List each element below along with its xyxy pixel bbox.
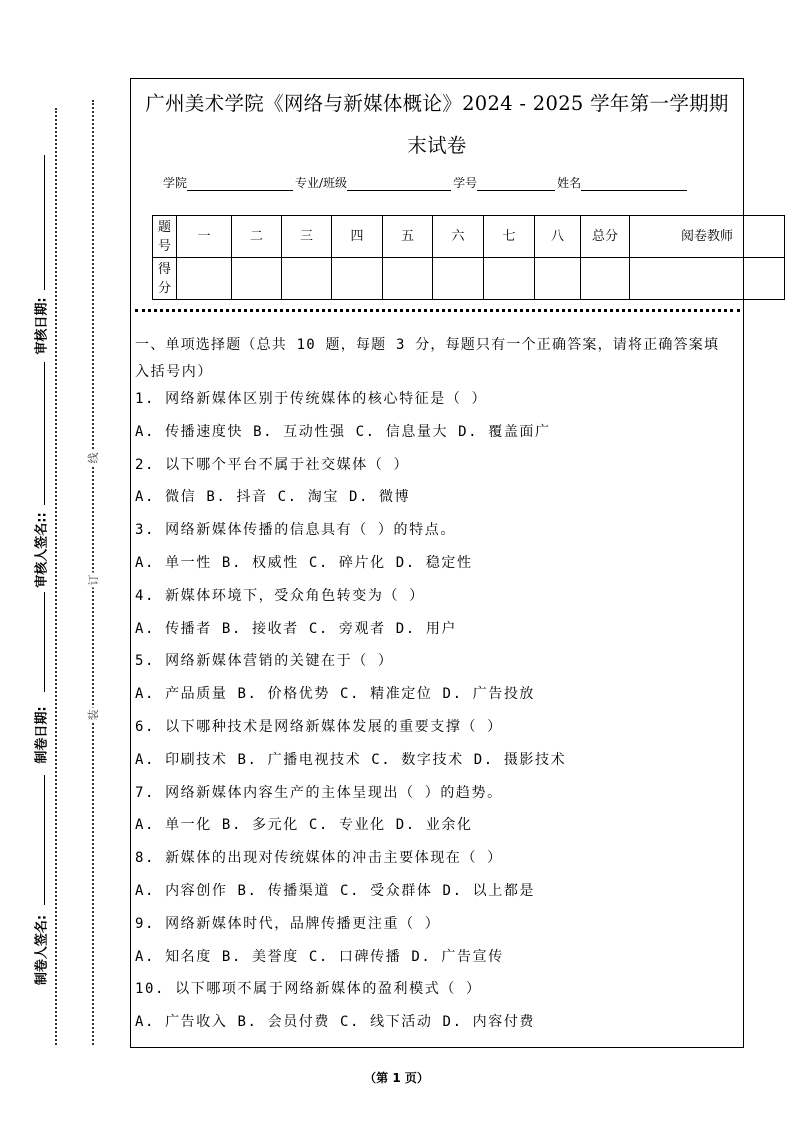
col-header: 四 — [332, 216, 383, 258]
score-table — [152, 215, 785, 300]
binding-mark-zhuang: 装 — [87, 709, 100, 721]
review-date-underline — [44, 155, 45, 290]
col-header: 二 — [232, 216, 282, 258]
score-table-score-row — [153, 258, 785, 300]
make-date-label: 制卷日期: — [34, 706, 50, 764]
score-cell[interactable] — [484, 258, 535, 300]
dotted-separator — [135, 309, 740, 312]
exam-title-line2: 末试卷 — [407, 134, 467, 157]
question-3-options: A. 单一性 B. 权威性 C. 碎片化 D. 稳定性 — [135, 555, 473, 571]
col-header: 五 — [383, 216, 433, 258]
question-10: 10. 以下哪项不属于网络新媒体的盈利模式（ ） — [135, 981, 482, 998]
major-label: 专业/班级 — [295, 176, 348, 190]
row-header-score: 得分 — [153, 258, 177, 300]
score-cell[interactable] — [383, 258, 433, 300]
maker-sign-underline — [44, 775, 45, 905]
score-cell[interactable] — [433, 258, 484, 300]
question-3: 3. 网络新媒体传播的信息具有（ ）的特点。 — [135, 522, 456, 539]
col-header: 六 — [433, 216, 484, 258]
question-6: 6. 以下哪种技术是网络新媒体发展的重要支撑（ ） — [135, 719, 503, 735]
score-table-header-row — [153, 216, 785, 258]
score-cell[interactable] — [177, 258, 232, 300]
score-cell[interactable] — [282, 258, 332, 300]
question-7: 7. 网络新媒体内容生产的主体呈现出（ ）的趋势。 — [135, 784, 503, 801]
binding-mark-ding: 订 — [87, 574, 100, 586]
college-field[interactable] — [187, 177, 293, 191]
exam-title-line1: 广州美术学院《网络与新媒体概论》2024 - 2025 学年第一学期期 — [145, 92, 729, 115]
col-header: 八 — [535, 216, 581, 258]
question-4-options: A. 传播者 B. 接收者 C. 旁观者 D. 用户 — [135, 620, 458, 637]
row-header-question-no: 题号 — [153, 216, 177, 258]
col-header: 总分 — [581, 216, 630, 258]
col-header: 一 — [177, 216, 232, 258]
dotted-cut-line — [55, 108, 57, 1045]
name-field[interactable] — [581, 177, 687, 191]
question-5-options: A. 产品质量 B. 价格优势 C. 精准定位 D. 广告投放 — [135, 686, 536, 703]
section-heading: 一、单项选择题（总共 10 题，每题 3 分，每题只有一个正确答案，请将正确答案填 — [135, 337, 720, 353]
question-8-options: A. 内容创作 B. 传播渠道 C. 受众群体 D. 以上都是 — [135, 883, 536, 899]
score-cell[interactable] — [630, 258, 785, 300]
student-info-row — [163, 174, 689, 191]
question-10-options: A. 广告收入 B. 会员付费 C. 线下活动 D. 内容付费 — [135, 1014, 536, 1031]
page-number: （第 1 页） — [364, 1071, 429, 1085]
score-cell[interactable] — [332, 258, 383, 300]
make-date-underline — [44, 592, 45, 692]
maker-sign-label: 制卷人签名: — [34, 914, 50, 986]
question-1: 1. 网络新媒体区别于传统媒体的核心特征是（ ） — [135, 391, 488, 407]
score-cell[interactable] — [232, 258, 282, 300]
question-2-options: A. 微信 B. 抖音 C. 淘宝 D. 微博 — [135, 489, 411, 506]
score-cell[interactable] — [581, 258, 630, 300]
reviewer-sign-label: 审核人签名:: — [34, 512, 50, 588]
name-label: 姓名 — [557, 176, 582, 190]
question-9: 9. 网络新媒体时代，品牌传播更注重（ ） — [135, 915, 441, 932]
college-label: 学院 — [163, 176, 188, 190]
question-6-options: A. 印刷技术 B. 广播电视技术 C. 数字技术 D. 摄影技术 — [135, 751, 567, 768]
binding-mark-xian: 线 — [87, 452, 100, 464]
question-2: 2. 以下哪个平台不属于社交媒体（ ） — [135, 456, 410, 473]
review-date-label: 审核日期: — [34, 297, 50, 355]
question-7-options: A. 单一化 B. 多元化 C. 专业化 D. 业余化 — [135, 817, 473, 834]
col-header: 阅卷教师 — [630, 216, 785, 258]
col-header: 三 — [282, 216, 332, 258]
reviewer-sign-underline — [44, 362, 45, 505]
question-8: 8. 新媒体的出现对传统媒体的冲击主要体现在（ ） — [135, 850, 503, 867]
score-cell[interactable] — [535, 258, 581, 300]
student-id-label: 学号 — [453, 176, 478, 190]
section-heading-cont: 入括号内） — [135, 364, 213, 380]
col-header: 七 — [484, 216, 535, 258]
question-9-options: A. 知名度 B. 美誉度 C. 口碑传播 D. 广告宣传 — [135, 948, 504, 965]
student-id-field[interactable] — [477, 177, 555, 191]
question-1-options: A. 传播速度快 B. 互动性强 C. 信息量大 D. 覆盖面广 — [135, 423, 551, 440]
question-5: 5. 网络新媒体营销的关键在于（ ） — [135, 653, 394, 670]
question-4: 4. 新媒体环境下，受众角色转变为（ ） — [135, 587, 425, 604]
major-field[interactable] — [347, 177, 451, 191]
